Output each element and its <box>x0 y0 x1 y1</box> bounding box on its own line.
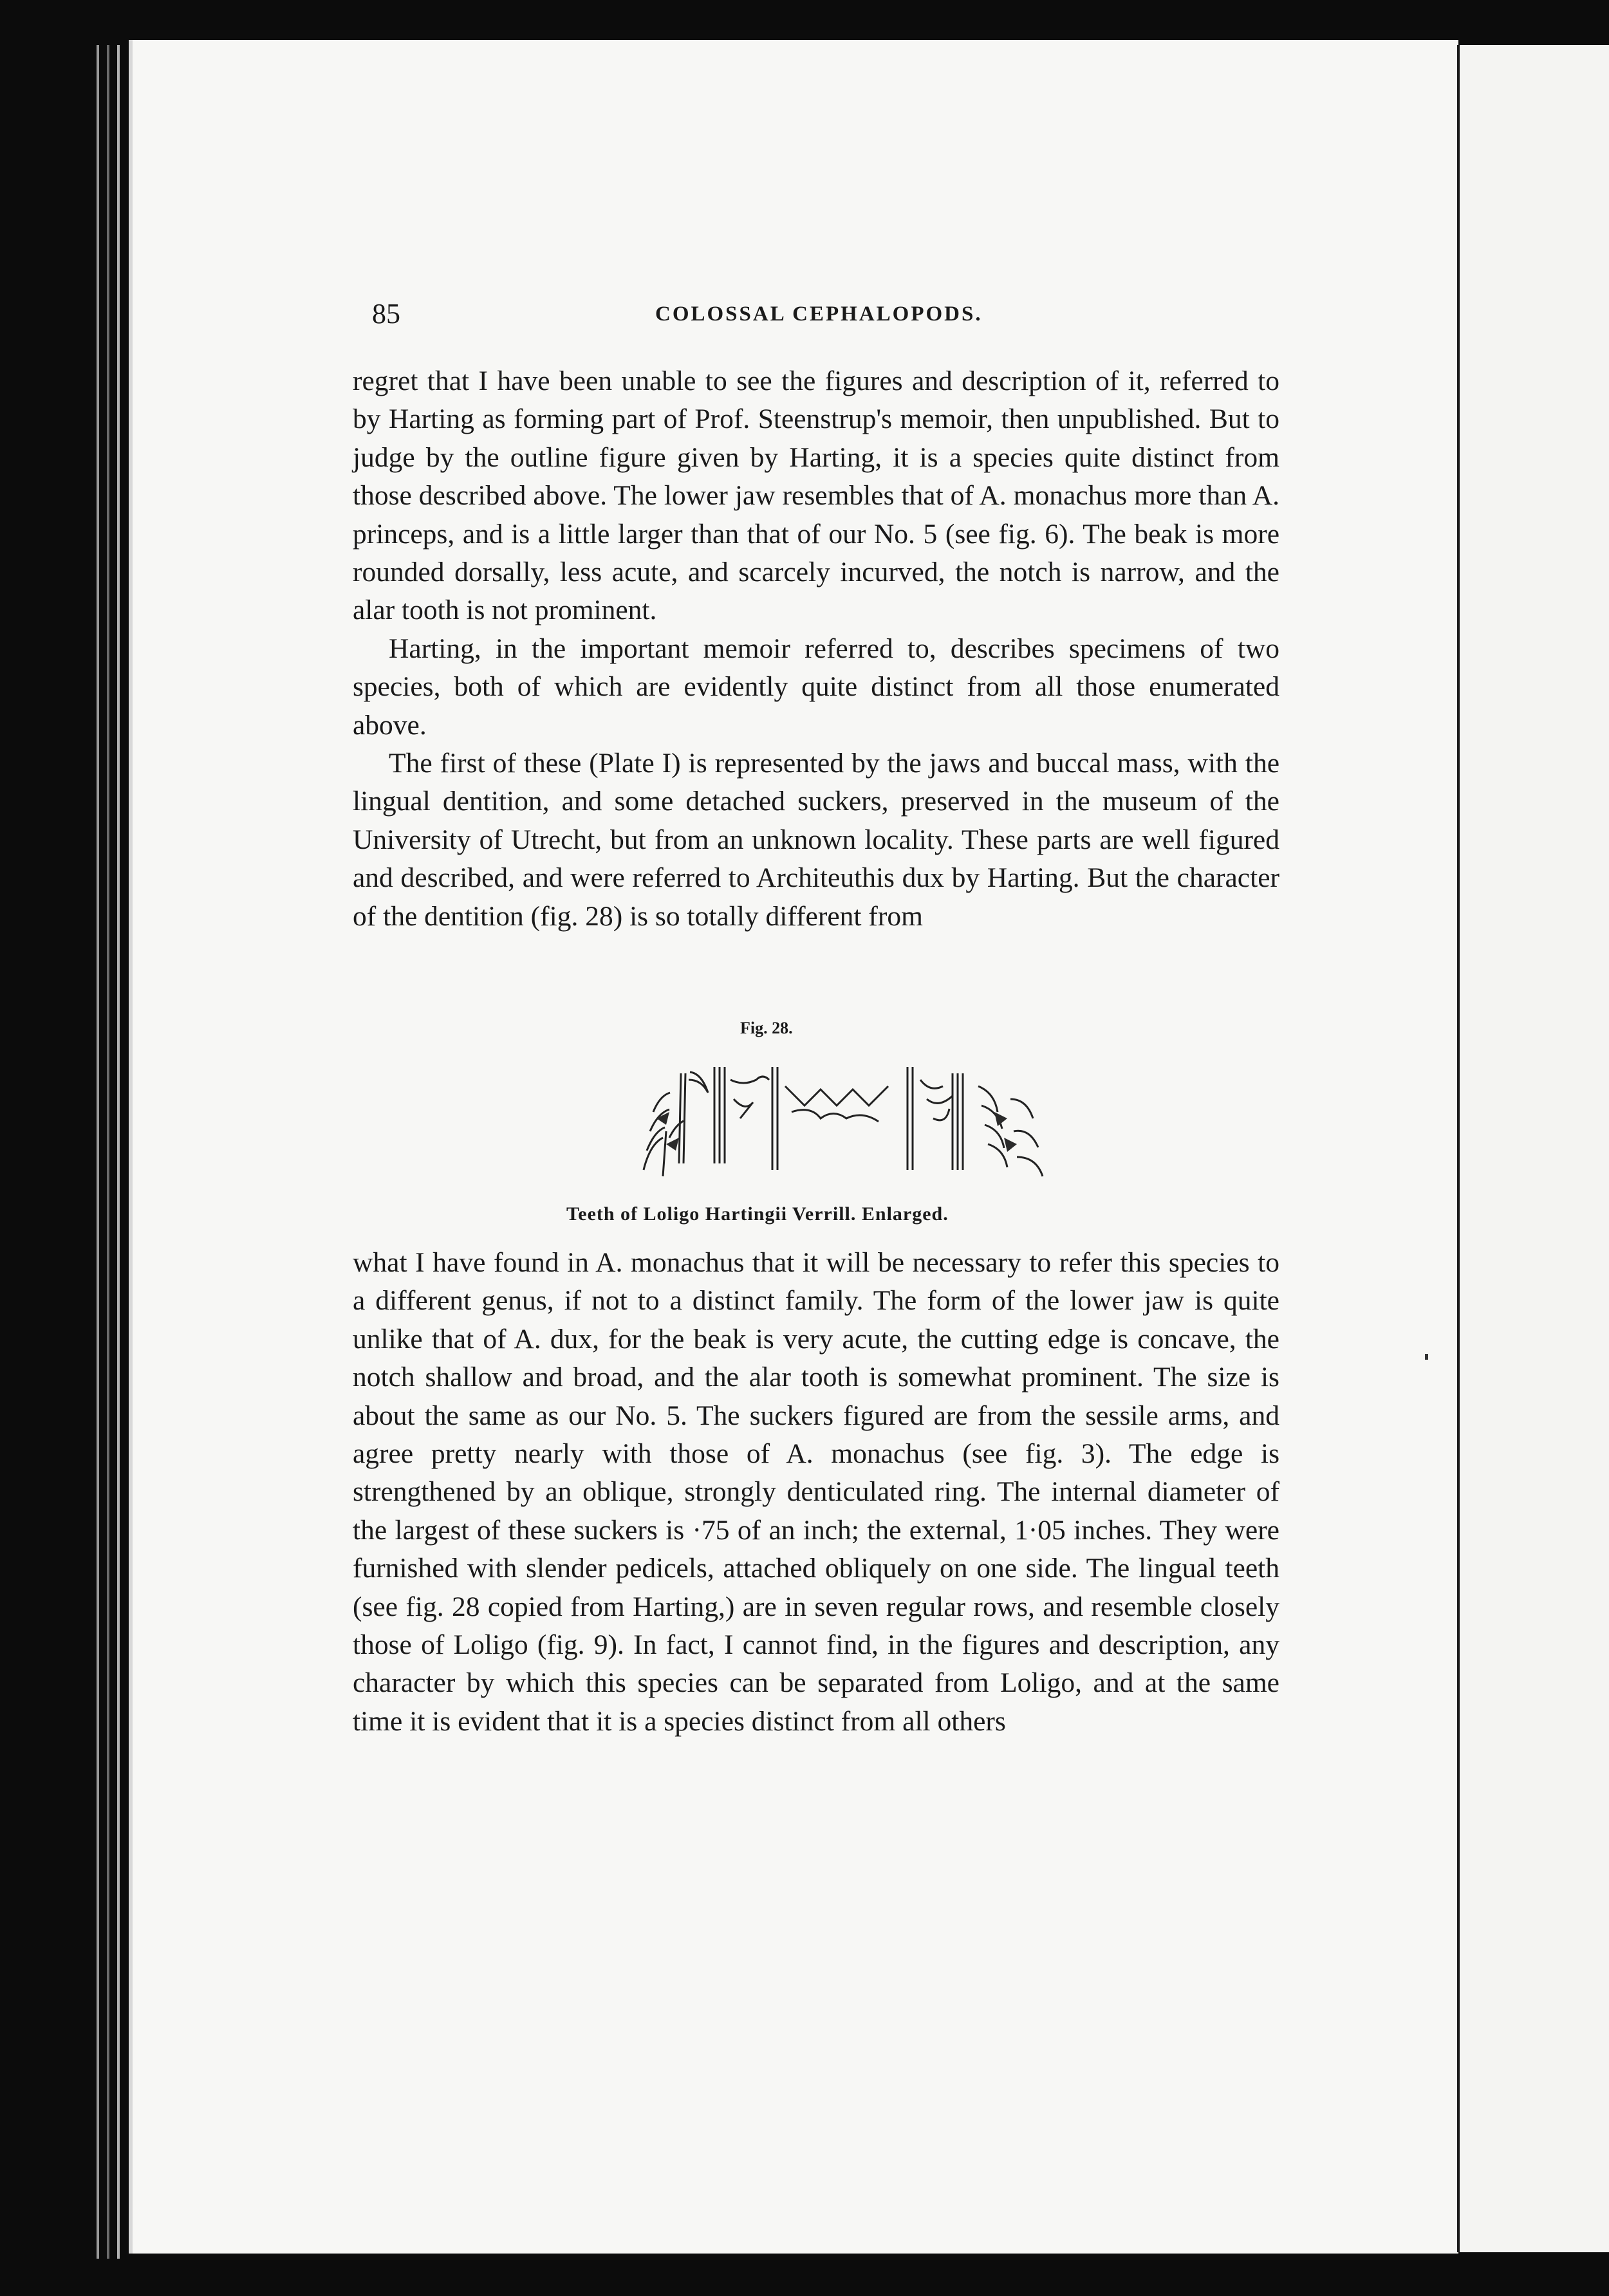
page-header <box>353 297 1279 342</box>
page-number: 85 <box>372 298 400 329</box>
body-text-top <box>353 362 1279 936</box>
book-spine-edge <box>97 45 99 2259</box>
book-spine-edge <box>117 45 120 2259</box>
body-text-bottom <box>353 1244 1279 1741</box>
paragraph: Harting, in the important memoir referred to, describes specimens of two species, both of which are evidently quite distinct from all those enumerated above. <box>353 633 1279 741</box>
facing-page-edge <box>1457 45 1609 2252</box>
book-spine-edge <box>107 45 109 2259</box>
paragraph: what I have found in A. monachus that it will be necessary to refer this species to a different genus, if not to a distinct family. The form of the lower jaw is quite unlike that of A. dux, for the beak is very acute, the cutting edge is concave, the notch shallow and broad, and the alar tooth is somewhat prominent. The size is about the same as our No. 5. The suckers figured are from the sessile arms, and agree pretty nearly with those of A. monachus (see fig. 3). The edge is strengthened by an oblique, strongly denticulated ring. The internal diameter of the largest of these suckers is ·75 of an inch; the external, 1·05 inches. They were furnished with slender pedicels, attached obliquely on one side. The lingual teeth (see fig. 28 copied from Harting,) are in seven regular rows, and resemble closely those of Loligo (fig. 9). In fact, I cannot find, in the figures and description, any character by which this species can be separated from Loligo, and at the same time it is evident that it is a species distinct from all others <box>353 1247 1279 1737</box>
running-title: COLOSSAL CEPHALOPODS. <box>655 302 983 326</box>
figure-label: Fig. 28. <box>740 1019 793 1037</box>
paragraph: The first of these (Plate I) is represented by the jaws and buccal mass, with the lingual dentition, and some detached suckers, preserved in the museum of the University of Utrecht, but from an unknown locality. These parts are well figured and described, and were referred to Architeuthis dux by Harting. But the character of the dentition (fig. 28) is so totally different from <box>353 748 1279 932</box>
paragraph: regret that I have been unable to see the figures and description of it, referred to by Harting as forming part of Prof. Steenstrup's memoir, then unpublished. But to judge by the outline figure given by Harting, it is a species quite distinct from those described above. The lower jaw resembles that of A. monachus more than A. princeps, and is a little larger than that of our No. 5 (see fig. 6). The beak is more rounded dorsally, less acute, and scarcely incurved, the notch is narrow, and the alar tooth is not prominent. <box>353 366 1279 626</box>
scan-speck <box>1425 1354 1428 1360</box>
teeth-figure-illustration <box>618 1041 1081 1202</box>
figure-caption: Teeth of Loligo Hartingii Verrill. Enlarged. <box>566 1203 949 1225</box>
